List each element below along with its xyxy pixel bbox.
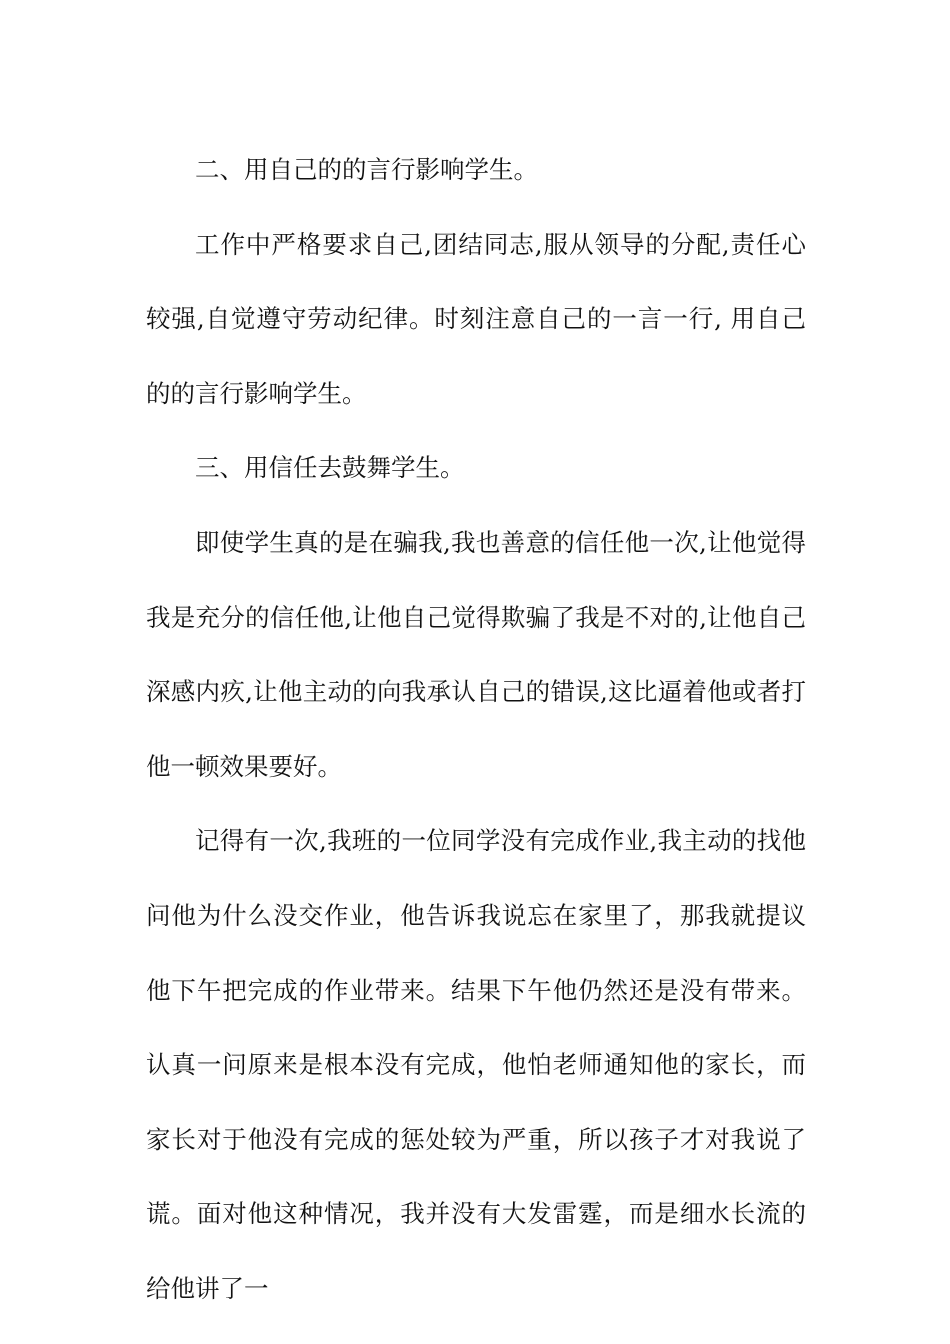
section-three-paragraph-1: 即使学生真的是在骗我,我也善意的信任他一次,让他觉得我是充分的信任他,让他自己觉得欺骗了我是不对的,让他自己深感内疚,让他主动的向我承认自己的错误,这比逼着他或者打他一顿效果要好。	[146, 527, 806, 781]
section-two-paragraph: 工作中严格要求自己,团结同志,服从领导的分配,责任心较强,自觉遵守劳动纪律。时刻注意自己的一言一行, 用自己的的言行影响学生。	[146, 229, 806, 408]
section-three-paragraph-2: 记得有一次,我班的一位同学没有完成作业,我主动的找他问他为什么没交作业，他告诉我说忘在家里了，那我就提议他下午把完成的作业带来。结果下午他仍然还是没有带来。认真一问原来是根本没有完成，他怕老师通知他的家长，而家长对于他没有完成的惩处较为严重，所以孩子才对我说了谎。面对他这种情况，我并没有大发雷霆，而是细水长流的给他讲了一	[146, 826, 806, 1303]
section-three-heading: 三、用信任去鼓舞学生。	[195, 453, 465, 483]
section-two-heading: 二、用自己的的言行影响学生。	[195, 155, 538, 184]
document-body	[146, 133, 806, 1327]
